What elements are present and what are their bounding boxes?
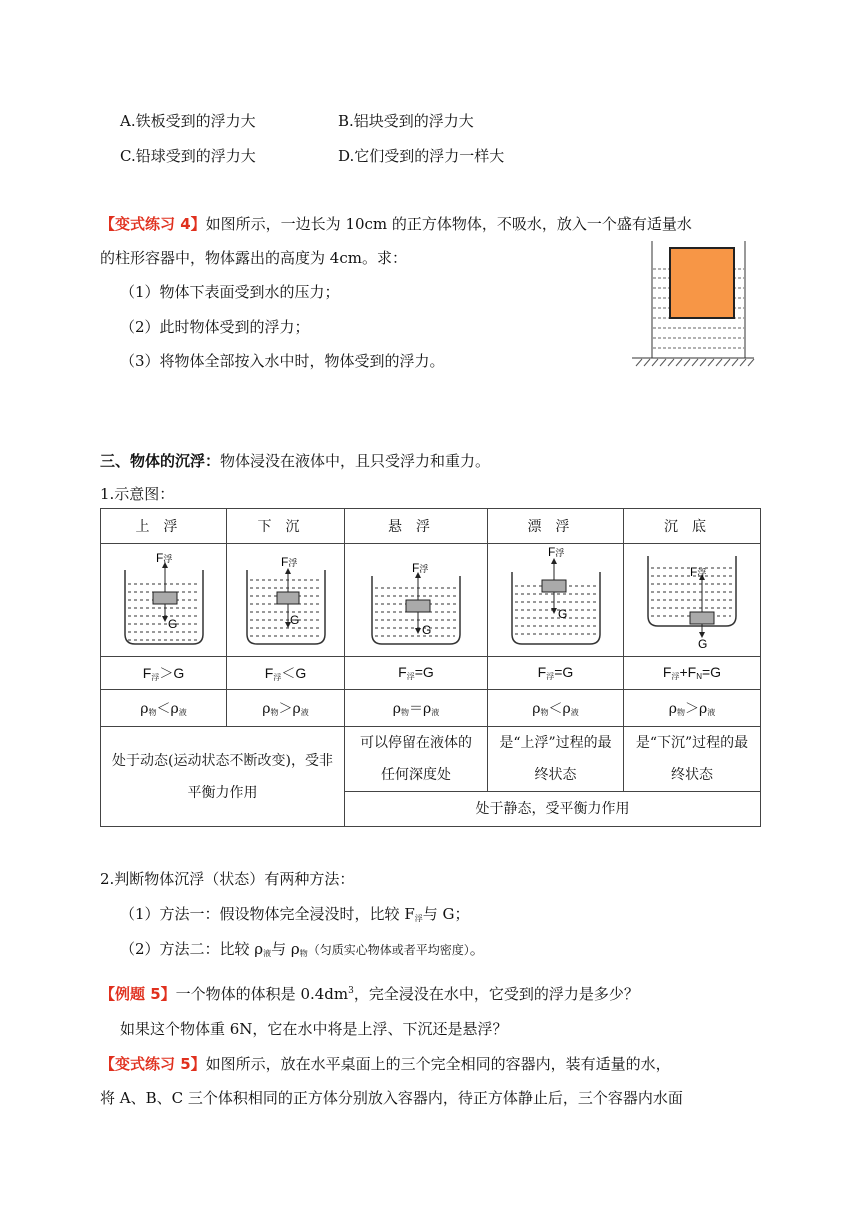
svg-text:G: G: [698, 637, 708, 650]
svg-text:F浮: F浮: [280, 555, 297, 569]
option-a: A.铁板受到的浮力大: [120, 112, 256, 130]
exercise4-tag: 【变式练习 4】: [100, 215, 206, 233]
section2-title: 2.判断物体沉浮（状态）有两种方法：: [100, 870, 355, 888]
example5-tag: 【例题 5】: [100, 985, 176, 1003]
section3-heading-line: [100, 450, 490, 471]
exercise4-q1: （1）物体下表面受到水的压力；: [120, 283, 340, 301]
section3-sub1: 1.示意图：: [100, 485, 175, 503]
cube-object: [670, 248, 734, 318]
header-sink: 下沉: [227, 509, 345, 544]
option-c: C.铅球受到的浮力大: [120, 147, 256, 165]
exercise5-tag: 【变式练习 5】: [100, 1055, 206, 1073]
force-sink: F浮＜G: [227, 657, 345, 690]
desc-float: 是“上浮”过程的最终状态: [488, 727, 624, 792]
svg-text:F浮: F浮: [547, 546, 564, 559]
method-1: （1）方法一：假设物体完全浸没时，比较 F浮与 G；: [120, 905, 470, 923]
diagram-sink: [227, 544, 345, 657]
container-figure: [628, 236, 758, 374]
density-rise: ρ物＜ρ液: [101, 690, 227, 727]
svg-text:G: G: [289, 613, 299, 627]
header-bottom: 沉底: [624, 509, 761, 544]
g-label: G: [167, 617, 177, 631]
method-2: （2）方法二：比较 ρ液与 ρ物（匀质实心物体或者平均密度）。: [120, 940, 485, 958]
svg-text:G: G: [557, 607, 567, 621]
header-float: 漂浮: [488, 509, 624, 544]
diagram-float: [488, 544, 624, 657]
example5-line2: 如果这个物体重 6N，它在水中将是上浮、下沉还是悬浮？: [120, 1020, 508, 1038]
desc-suspend: 可以停留在液体的任何深度处: [345, 727, 488, 792]
section3-text: 物体浸没在液体中，且只受浮力和重力。: [220, 452, 491, 470]
svg-text:F浮: F浮: [690, 565, 707, 579]
diagram-suspend: [345, 544, 488, 657]
option-d: D.它们受到的浮力一样大: [338, 147, 505, 165]
density-float: ρ物＜ρ液: [488, 690, 624, 727]
exercise4-text1: 如图所示，一边长为 10cm 的正方体物体，不吸水，放入一个盛有适量水: [205, 215, 692, 233]
exercise5-line2: 将 A、B、C 三个体积相同的正方体分别放入容器内，待正方体静止后，三个容器内水面: [100, 1089, 683, 1107]
exercise4-q2: （2）此时物体受到的浮力；: [120, 318, 310, 336]
density-bottom: ρ物＞ρ液: [624, 690, 761, 727]
desc-sink: 是“下沉”过程的最终状态: [624, 727, 761, 792]
section3-heading: 三、物体的沉浮：: [100, 452, 221, 470]
force-bottom: F浮+FN=G: [624, 657, 761, 690]
density-suspend: ρ物＝ρ液: [345, 690, 488, 727]
force-float: F浮=G: [488, 657, 624, 690]
svg-text:F浮: F浮: [412, 561, 429, 575]
diagram-rise: [101, 544, 227, 657]
force-rise: F浮＞G: [101, 657, 227, 690]
desc-static: 处于静态，受平衡力作用: [345, 792, 761, 827]
density-sink: ρ物＞ρ液: [227, 690, 345, 727]
float-sink-table: [100, 508, 761, 827]
f-label: F浮: [155, 551, 172, 565]
header-rise: 上浮: [101, 509, 227, 544]
exercise4-q3: （3）将物体全部按入水中时，物体受到的浮力。: [120, 352, 445, 370]
desc-dynamic: 处于动态(运动状态不断改变)，受非平衡力作用: [101, 727, 345, 827]
diagram-bottom: [624, 544, 761, 657]
force-suspend: F浮=G: [345, 657, 488, 690]
exercise4-line2: 的柱形容器中，物体露出的高度为 4cm。求：: [100, 249, 407, 267]
svg-text:G: G: [422, 623, 432, 637]
option-b: B.铝块受到的浮力大: [338, 112, 474, 130]
exercise4-line1: [100, 213, 692, 234]
example5-line1: 【例题 5】一个物体的体积是 $0.4dm^3$，完全浸没在水中，它受到的浮力是多少？: [100, 985, 639, 1003]
header-suspend: 悬浮: [345, 509, 488, 544]
exercise5-line1: 【变式练习 5】如图所示，放在水平桌面上的三个完全相同的容器内，装有适量的水，: [100, 1055, 671, 1073]
